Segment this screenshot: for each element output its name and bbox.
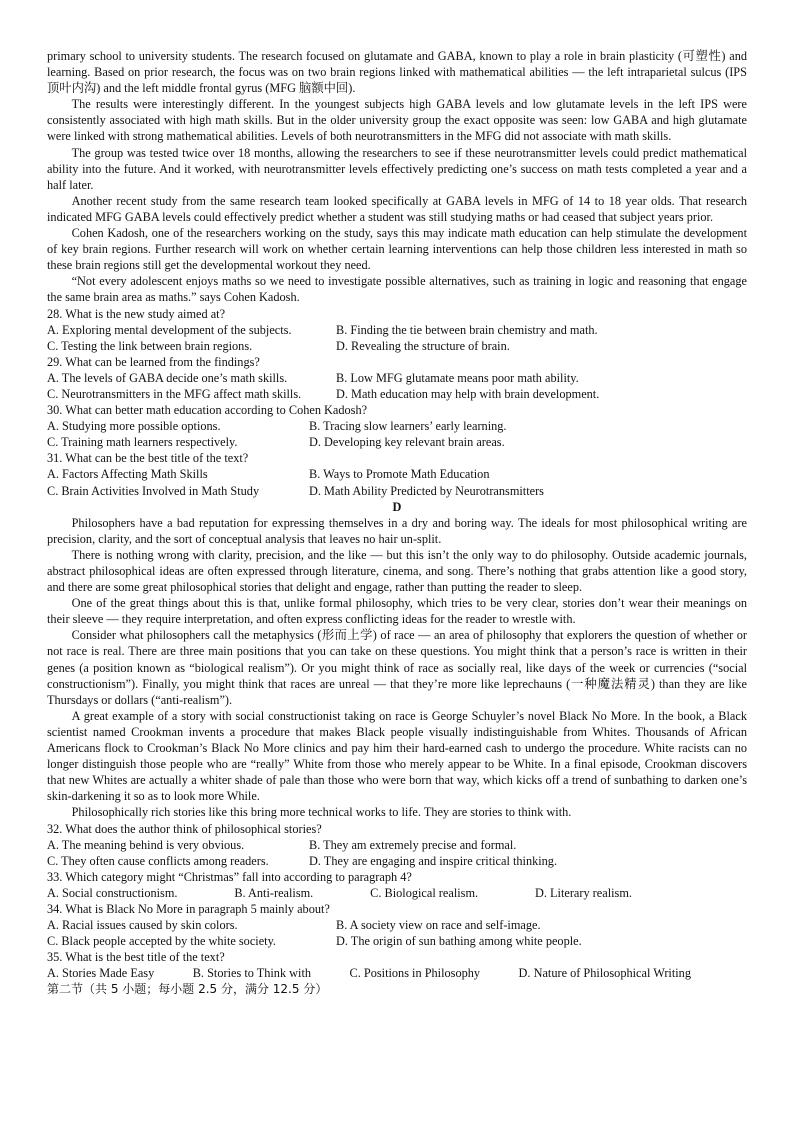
option-c[interactable]: C. Training math learners respectively. bbox=[47, 435, 238, 450]
paragraph: Consider what philosophers call the metaphysics (形而上学) of race — an area of philosophy that explorers the question of whether or not race is real. There are three main positions that you can take on these questions. You might think that a person’s race is written in their genes (a position known as “biological realism”). Or you might think of race as socially real, like days of the week or currencies (“social constructionism”). Finally, you might think that races are unreal — that they’re more like leprechauns (一种魔法精灵) than they are like Thursdays or dollars (“anti-realism”). bbox=[47, 628, 747, 707]
option-b[interactable]: B. Tracing slow learners’ early learning. bbox=[309, 419, 507, 434]
passage-d bbox=[47, 499, 747, 982]
paragraph: A great example of a story with social constructionist taking on race is George Schuyler’s novel Black No More. In the book, a Black scientist named Crookman invents a procedure that makes Black people visually indistinguishable from Whites. Thousands of African Americans flock to Crookman’s Black No More clinics and pay him their hard-earned cash to undergo the procedure. White racists can no longer distinguish those people who are “really” White from those who merely appear to be White. In a final episode, Crookman discovers that new Whites are actually a whiter shade of pale than those who were born that way, which kicks off a trend of sunbathing to darken one’s skin-darkening it so as to look more While. bbox=[47, 708, 747, 804]
question-30 bbox=[47, 402, 747, 450]
option-c[interactable]: C. They often cause conflicts among readers. bbox=[47, 853, 269, 868]
option-row bbox=[47, 965, 691, 981]
paragraph: Philosophers have a bad reputation for expressing themselves in a dry and boring way. The ideals for most philosophical writing are precision, clarity, and the sort of conceptual analysis that leaves no hair un-split. bbox=[47, 515, 747, 546]
question-32 bbox=[47, 821, 747, 869]
passage-c bbox=[47, 48, 747, 499]
section-heading: 第二节（共 5 小题；每小题 2.5 分，满分 12.5 分） bbox=[47, 982, 328, 997]
option-d[interactable]: D. The origin of sun bathing among white people. bbox=[336, 934, 582, 949]
question-stem: 34. What is Black No More in paragraph 5 mainly about? bbox=[47, 901, 330, 916]
option-b[interactable]: B. Low MFG glutamate means poor math ability. bbox=[336, 370, 579, 385]
option-row bbox=[47, 338, 747, 354]
paragraph: “Not every adolescent enjoys maths so we need to investigate possible alternatives, such as training in logic and reasoning that engage the same brain area as maths.” says Cohen Kadosh. bbox=[47, 274, 747, 305]
option-c[interactable]: C. Testing the link between brain regions. bbox=[47, 338, 253, 353]
question-35 bbox=[47, 949, 747, 981]
option-b[interactable]: B. Finding the tie between brain chemistry and math. bbox=[336, 322, 598, 337]
option-a[interactable]: A. The meaning behind is very obvious. bbox=[47, 837, 245, 852]
question-stem: 31. What can be the best title of the text? bbox=[47, 451, 249, 466]
question-31 bbox=[47, 450, 747, 498]
option-b[interactable]: B. A society view on race and self-image. bbox=[336, 918, 541, 933]
option-c[interactable]: C. Brain Activities Involved in Math Study bbox=[47, 483, 260, 498]
question-stem: 35. What is the best title of the text? bbox=[47, 950, 225, 965]
question-33 bbox=[47, 869, 747, 901]
option-d[interactable]: D. They are engaging and inspire critical thinking. bbox=[309, 853, 558, 868]
question-stem: 29. What can be learned from the findings? bbox=[47, 354, 260, 369]
paragraph: Cohen Kadosh, one of the researchers working on the study, says this may indicate math education can help stimulate the development of key brain regions. Further research will work on whether certain learning interventions can help those children less interested in math so these brain regions still get the developmental workout they need. bbox=[47, 226, 747, 273]
option-c[interactable]: C. Positions in Philosophy bbox=[349, 966, 481, 981]
option-b[interactable]: B. Stories to Think with bbox=[192, 966, 312, 981]
paragraph: The results were interestingly different. In the youngest subjects high GABA levels and low glutamate levels in the left IPS were consistently associated with high math skills. But in the older university group the exact opposite was seen: low GABA and high glutamate were linked with strong mathematical abilities. Levels of both neurotransmitters in the MFG did not associate with math skills. bbox=[47, 97, 747, 144]
option-d[interactable]: D. Nature of Philosophical Writing bbox=[518, 966, 691, 981]
question-34 bbox=[47, 901, 747, 949]
option-a[interactable]: A. Social constructionism. bbox=[47, 885, 178, 900]
option-d[interactable]: D. Developing key relevant brain areas. bbox=[309, 435, 505, 450]
option-d[interactable]: D. Math education may help with brain development. bbox=[336, 386, 600, 401]
paragraph: primary school to university students. The research focused on glutamate and GABA, known to play a role in brain plasticity (可塑性) and learning. Based on prior research, the focus was on two brain regions linked with mathematical abilities — the left intraparietal sulcus (IPS 顶叶内沟) and the left middle frontal gyrus (MFG 脑额中回). bbox=[47, 49, 747, 96]
option-row bbox=[47, 386, 747, 402]
option-c[interactable]: C. Biological realism. bbox=[370, 885, 479, 900]
option-d[interactable]: D. Math Ability Predicted by Neurotransmitters bbox=[309, 483, 544, 498]
paragraph: The group was tested twice over 18 months, allowing the researchers to see if these neurotransmitter levels could predict mathematical ability into the future. And it worked, with neurotransmitter levels effectively predicting one’s success on math tests completed a year and a half later. bbox=[47, 145, 747, 192]
option-a[interactable]: A. Studying more possible options. bbox=[47, 419, 221, 434]
option-a[interactable]: A. The levels of GABA decide one’s math skills. bbox=[47, 370, 288, 385]
question-28 bbox=[47, 306, 747, 354]
option-row bbox=[47, 837, 747, 853]
option-d[interactable]: D. Literary realism. bbox=[534, 885, 632, 900]
option-d[interactable]: D. Revealing the structure of brain. bbox=[336, 338, 510, 353]
option-row bbox=[47, 853, 747, 869]
paragraph: Philosophically rich stories like this bring more technical works to life. They are stories to think with. bbox=[71, 805, 572, 820]
option-b[interactable]: B. Ways to Promote Math Education bbox=[309, 467, 490, 482]
paragraph: There is nothing wrong with clarity, precision, and the like — but this isn’t the only way to do philosophy. Outside academic journals, abstract philosophical ideas are often expressed through literature, cinema, and song. There’s nothing that grabs attention like a good story, and there are some great philosophical stories that delight and engage, rather than putting the reader to sleep. bbox=[47, 547, 747, 595]
question-stem: 32. What does the author think of philosophical stories? bbox=[47, 821, 322, 836]
option-row bbox=[47, 322, 747, 338]
option-b[interactable]: B. They am extremely precise and formal. bbox=[309, 837, 517, 852]
option-row bbox=[47, 917, 747, 933]
option-row bbox=[47, 370, 747, 386]
option-row bbox=[47, 483, 747, 499]
question-stem: 30. What can better math education according to Cohen Kadosh? bbox=[47, 403, 368, 418]
option-a[interactable]: A. Exploring mental development of the subjects. bbox=[47, 322, 292, 337]
passage-heading: D bbox=[392, 499, 402, 514]
option-row bbox=[47, 418, 747, 434]
option-a[interactable]: A. Racial issues caused by skin colors. bbox=[47, 918, 238, 933]
paragraph: Another recent study from the same research team looked specifically at GABA levels in MFG of 14 to 18 year olds. That research indicated MFG GABA levels could effectively predict whether a student was still studying maths or had ceased that subject years prior. bbox=[47, 193, 747, 224]
option-row bbox=[47, 434, 747, 450]
question-stem: 33. Which category might “Christmas” fall into according to paragraph 4? bbox=[47, 869, 412, 884]
option-b[interactable]: B. Anti-realism. bbox=[234, 885, 314, 900]
option-a[interactable]: A. Factors Affecting Math Skills bbox=[47, 467, 208, 482]
option-a[interactable]: A. Stories Made Easy bbox=[47, 966, 155, 981]
question-stem: 28. What is the new study aimed at? bbox=[47, 306, 226, 321]
option-row bbox=[47, 885, 632, 901]
option-row bbox=[47, 466, 747, 482]
option-c[interactable]: C. Neurotransmitters in the MFG affect math skills. bbox=[47, 386, 302, 401]
option-row bbox=[47, 933, 747, 949]
option-c[interactable]: C. Black people accepted by the white society. bbox=[47, 934, 277, 949]
paragraph: One of the great things about this is that, unlike formal philosophy, which tries to be very clear, stories don’t wear their meanings on their sleeve — they require interpretation, and often express conflicting ideas for the reader to wrestle with. bbox=[47, 596, 747, 627]
question-29 bbox=[47, 354, 747, 402]
